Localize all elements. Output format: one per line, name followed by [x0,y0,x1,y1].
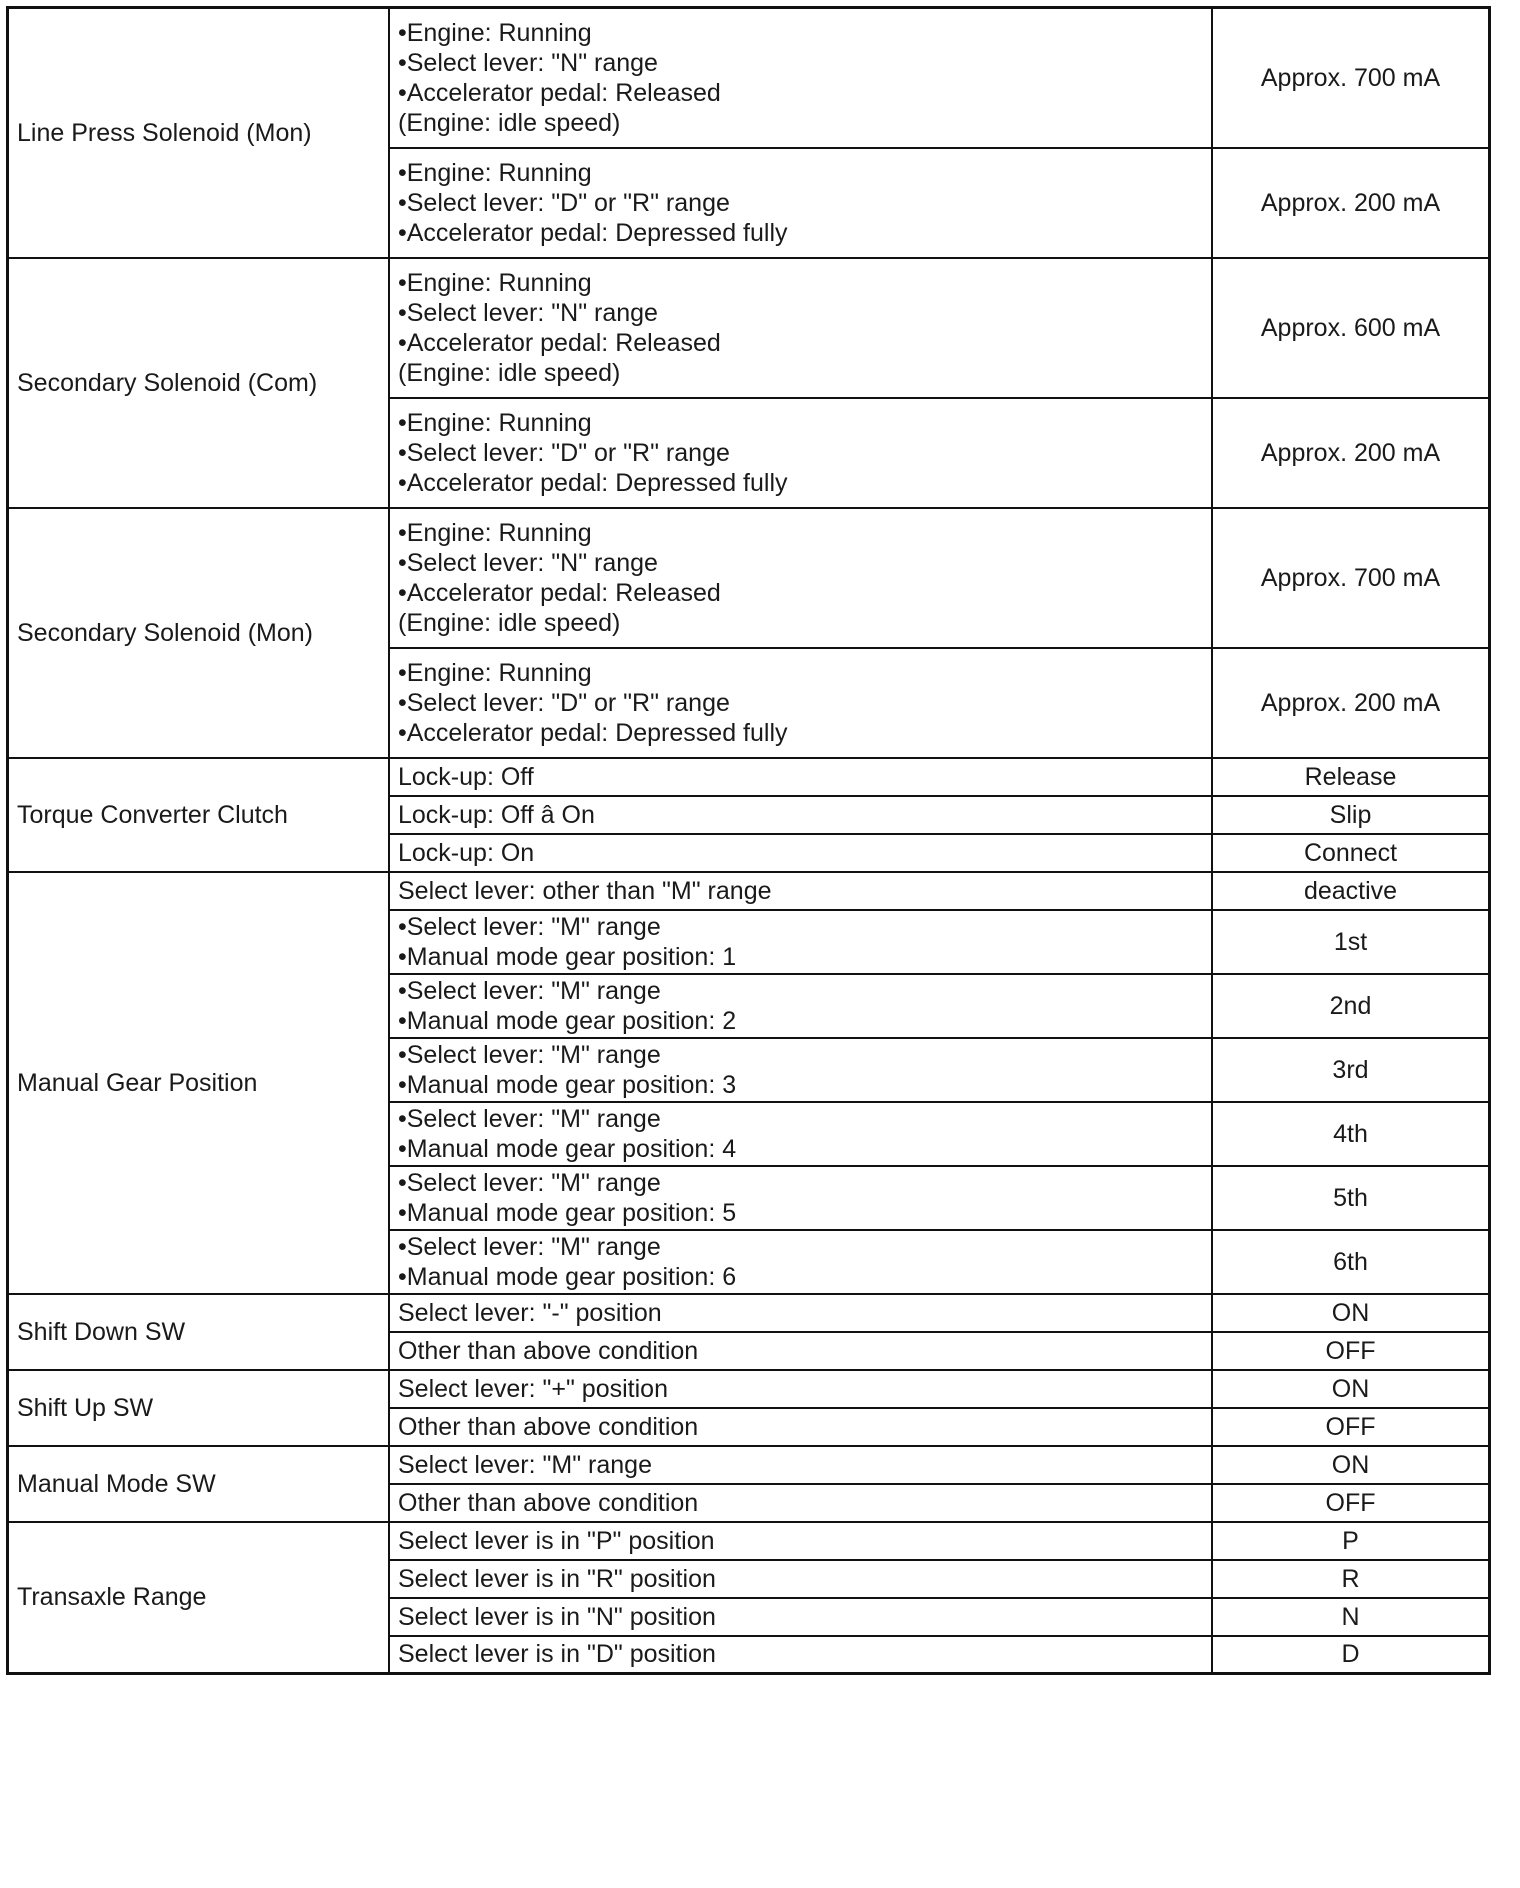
condition-cell [389,1370,1212,1408]
condition-line: •Accelerator pedal: Released [398,78,721,107]
table-row [8,1370,1490,1408]
condition-cell [389,1598,1212,1636]
table-row [8,1446,1490,1484]
condition-cell [389,8,1212,148]
table-row [8,758,1490,796]
condition-line: Lock-up: On [398,838,535,867]
value-cell: OFF [1212,1484,1490,1522]
value-cell: R [1212,1560,1490,1598]
condition-line: Select lever: "M" range [398,1450,652,1479]
condition-cell [389,258,1212,398]
value-cell: ON [1212,1446,1490,1484]
condition-line: •Select lever: "M" range [398,1168,661,1197]
condition-cell [389,1446,1212,1484]
condition-line: •Select lever: "M" range [398,1104,661,1133]
condition-line: Select lever: other than "M" range [398,876,772,905]
condition-line: •Manual mode gear position: 6 [398,1262,737,1291]
value-cell: deactive [1212,872,1490,910]
monitor-item-name: Shift Up SW [8,1370,390,1446]
value-cell: OFF [1212,1332,1490,1370]
value-cell: Release [1212,758,1490,796]
condition-cell [389,974,1212,1038]
value-cell: ON [1212,1294,1490,1332]
condition-cell [389,1408,1212,1446]
condition-cell [389,1166,1212,1230]
table-body [8,8,1490,1674]
condition-line: •Select lever: "M" range [398,912,661,941]
condition-cell [389,1332,1212,1370]
condition-line: •Select lever: "N" range [398,548,658,577]
condition-cell [389,148,1212,258]
condition-line: •Manual mode gear position: 1 [398,942,737,971]
value-cell: 4th [1212,1102,1490,1166]
monitor-item-name: Transaxle Range [8,1522,390,1674]
monitor-item-name: Manual Gear Position [8,872,390,1294]
condition-line: •Select lever: "M" range [398,1232,661,1261]
monitor-item-name: Shift Down SW [8,1294,390,1370]
condition-cell [389,508,1212,648]
value-cell: P [1212,1522,1490,1560]
condition-cell [389,648,1212,758]
value-cell: 5th [1212,1166,1490,1230]
condition-line: •Select lever: "D" or "R" range [398,188,730,217]
condition-line: Select lever: "-" position [398,1298,662,1327]
monitor-item-name: Torque Converter Clutch [8,758,390,872]
value-cell: Approx. 200 mA [1212,148,1490,258]
monitor-item-name: Secondary Solenoid (Mon) [8,508,390,758]
condition-cell [389,1102,1212,1166]
condition-cell [389,1230,1212,1294]
condition-cell [389,796,1212,834]
condition-cell [389,1484,1212,1522]
condition-line: •Engine: Running [398,658,592,687]
condition-cell [389,1522,1212,1560]
condition-line: •Select lever: "N" range [398,48,658,77]
condition-line: Other than above condition [398,1488,699,1517]
condition-cell [389,872,1212,910]
condition-line: •Select lever: "N" range [398,298,658,327]
value-cell: ON [1212,1370,1490,1408]
value-cell: Approx. 600 mA [1212,258,1490,398]
condition-line: •Engine: Running [398,158,592,187]
condition-line: •Manual mode gear position: 5 [398,1198,737,1227]
condition-line: Select lever is in "D" position [398,1640,716,1669]
condition-line: (Engine: idle speed) [398,608,621,637]
condition-cell [389,834,1212,872]
condition-cell [389,1038,1212,1102]
condition-line: •Accelerator pedal: Depressed fully [398,468,788,497]
condition-line: •Engine: Running [398,268,592,297]
value-cell: 2nd [1212,974,1490,1038]
condition-line: Other than above condition [398,1412,699,1441]
condition-line: •Select lever: "D" or "R" range [398,438,730,467]
condition-line: •Engine: Running [398,18,592,47]
value-cell: Approx. 700 mA [1212,8,1490,148]
condition-line: (Engine: idle speed) [398,358,621,387]
value-cell: D [1212,1636,1490,1674]
condition-line: •Manual mode gear position: 2 [398,1006,737,1035]
table-row [8,1522,1490,1560]
table-row [8,8,1490,148]
condition-line: Select lever is in "P" position [398,1526,715,1555]
condition-line: Select lever is in "R" position [398,1564,716,1593]
condition-cell [389,1560,1212,1598]
condition-line: Other than above condition [398,1336,699,1365]
condition-line: •Accelerator pedal: Depressed fully [398,718,788,747]
monitor-item-name: Line Press Solenoid (Mon) [8,8,390,258]
condition-line: •Engine: Running [398,408,592,437]
condition-line: •Select lever: "M" range [398,976,661,1005]
condition-line: •Manual mode gear position: 4 [398,1134,737,1163]
monitor-item-name: Manual Mode SW [8,1446,390,1522]
condition-line: Select lever: "+" position [398,1374,668,1403]
condition-cell [389,1294,1212,1332]
condition-cell [389,1636,1212,1674]
condition-line: •Accelerator pedal: Released [398,578,721,607]
condition-line: Lock-up: Off â On [398,800,595,829]
value-cell: Approx. 200 mA [1212,648,1490,758]
value-cell: OFF [1212,1408,1490,1446]
condition-line: •Accelerator pedal: Depressed fully [398,218,788,247]
table-row [8,872,1490,910]
condition-line: Select lever is in "N" position [398,1602,716,1631]
value-cell: Approx. 700 mA [1212,508,1490,648]
value-cell: 1st [1212,910,1490,974]
value-cell: 6th [1212,1230,1490,1294]
condition-line: •Engine: Running [398,518,592,547]
condition-cell [389,398,1212,508]
condition-line: •Accelerator pedal: Released [398,328,721,357]
value-cell: Connect [1212,834,1490,872]
condition-line: (Engine: idle speed) [398,108,621,137]
table-row [8,1294,1490,1332]
condition-line: •Select lever: "M" range [398,1040,661,1069]
monitor-item-table [6,6,1491,1675]
spec-document [6,6,1491,1675]
condition-line: •Manual mode gear position: 3 [398,1070,737,1099]
monitor-item-name: Secondary Solenoid (Com) [8,258,390,508]
condition-cell [389,758,1212,796]
value-cell: Slip [1212,796,1490,834]
condition-line: •Select lever: "D" or "R" range [398,688,730,717]
condition-line: Lock-up: Off [398,762,534,791]
value-cell: Approx. 200 mA [1212,398,1490,508]
table-row [8,508,1490,648]
table-row [8,258,1490,398]
condition-cell [389,910,1212,974]
value-cell: N [1212,1598,1490,1636]
value-cell: 3rd [1212,1038,1490,1102]
